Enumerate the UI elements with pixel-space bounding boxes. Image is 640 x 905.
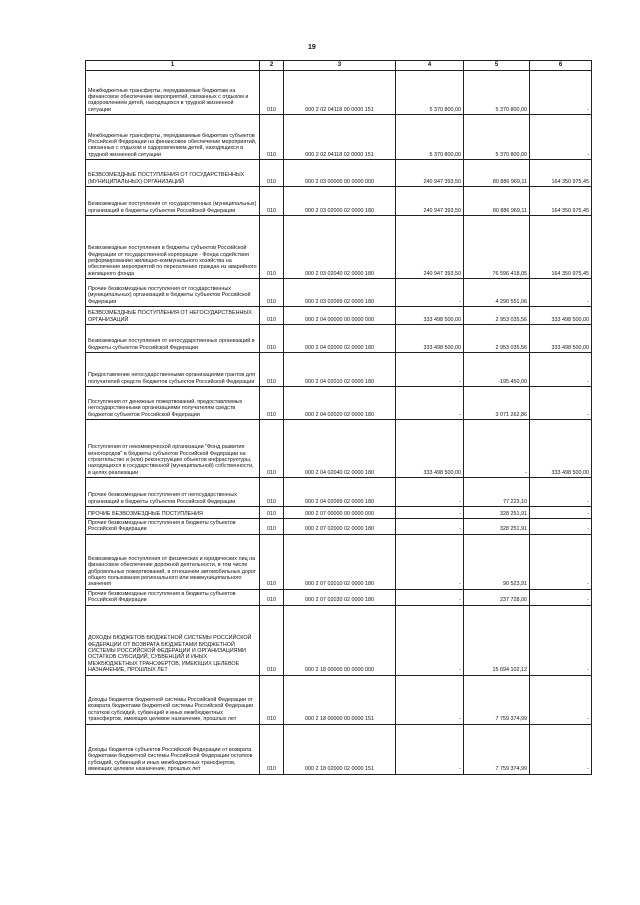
line-code: 010 — [260, 675, 284, 724]
approved-amount: - — [396, 605, 464, 675]
table-row — [86, 724, 592, 774]
executed-amount: - — [464, 420, 530, 478]
line-code: 010 — [260, 115, 284, 160]
row-name: Прочие безвозмездные поступления в бюджеты субъектов Российской Федерации — [86, 589, 260, 605]
unexecuted-amount: 333 498 500,00 — [530, 307, 592, 325]
income-code: 000 2 07 00000 00 0000 000 — [284, 507, 396, 519]
unexecuted-amount: - — [530, 605, 592, 675]
income-code: 000 2 04 02000 02 0000 180 — [284, 325, 396, 353]
line-code: 010 — [260, 519, 284, 535]
income-code: 000 2 18 02000 02 0000 151 — [284, 724, 396, 774]
table-row — [86, 675, 592, 724]
row-name: Предоставление негосударственными организациями грантов для получателей средств бюджетов субъектов Российской Федерации — [86, 353, 260, 387]
table-row — [86, 507, 592, 519]
table-row — [86, 420, 592, 478]
approved-amount: 333 498 500,00 — [396, 325, 464, 353]
unexecuted-amount: - — [530, 71, 592, 115]
executed-amount: 328 251,91 — [464, 507, 530, 519]
table-row — [86, 589, 592, 605]
approved-amount: 5 370 800,00 — [396, 115, 464, 160]
column-number-row — [86, 61, 592, 71]
executed-amount: 5 370 800,00 — [464, 115, 530, 160]
approved-amount: 333 498 500,00 — [396, 420, 464, 478]
executed-amount: 328 251,91 — [464, 519, 530, 535]
executed-amount: 7 759 374,99 — [464, 724, 530, 774]
executed-amount: 5 370 800,00 — [464, 71, 530, 115]
line-code: 010 — [260, 420, 284, 478]
line-code: 010 — [260, 534, 284, 589]
row-name: Межбюджетные трансферты, передаваемые бюджетам субъектов Российской Федерации на финансовое обеспечение мероприятий, связанных с отдыхом и оздоровлением детей, находящихся в трудной жизненной ситуации — [86, 115, 260, 160]
unexecuted-amount: 164 350 975,45 — [530, 187, 592, 216]
executed-amount: 3 071 262,86 — [464, 387, 530, 420]
line-code: 010 — [260, 724, 284, 774]
line-code: 010 — [260, 279, 284, 307]
executed-amount: 237 728,00 — [464, 589, 530, 605]
income-code: 000 2 07 02030 02 0000 180 — [284, 589, 396, 605]
table-row — [86, 187, 592, 216]
line-code: 010 — [260, 71, 284, 115]
approved-amount: - — [396, 387, 464, 420]
table-row — [86, 605, 592, 675]
unexecuted-amount: - — [530, 589, 592, 605]
income-code: 000 2 03 02000 02 0000 180 — [284, 187, 396, 216]
income-code: 000 2 07 02010 02 0000 180 — [284, 534, 396, 589]
table-row — [86, 279, 592, 307]
executed-amount: 7 759 374,99 — [464, 675, 530, 724]
line-code: 010 — [260, 478, 284, 507]
line-code: 010 — [260, 187, 284, 216]
row-name: Безвозмездные поступления от государственных (муниципальных) организаций в бюджеты субъектов Российской Федерации — [86, 187, 260, 216]
unexecuted-amount: - — [530, 724, 592, 774]
unexecuted-amount: 164 350 975,45 — [530, 216, 592, 279]
row-name: Доходы бюджетов бюджетной системы Российской Федерации от возврата бюджетами бюджетной системы Российской Федерации остатков субсидий, субвенций и иных межбюджетных трансфертов, имеющих целевое назначение, прошлых лет — [86, 675, 260, 724]
column-header: 2 — [260, 61, 284, 71]
row-name: Безвозмездные поступления в бюджеты субъектов Российской Федерации от государственной корпорации - Фонда содействия реформированию жилищно-коммунального хозяйства на обеспечение мероприятий по переселению граждан из аварийного жилищного фонда — [86, 216, 260, 279]
row-name: Прочие безвозмездные поступления от государственных (муниципальных) организаций в бюджеты субъектов Российской Федерации — [86, 279, 260, 307]
unexecuted-amount: - — [530, 279, 592, 307]
row-name: БЕЗВОЗМЕЗДНЫЕ ПОСТУПЛЕНИЯ ОТ НЕГОСУДАРСТВЕННЫХ ОРГАНИЗАЦИЙ — [86, 307, 260, 325]
table-row — [86, 160, 592, 187]
approved-amount: - — [396, 589, 464, 605]
approved-amount: 333 498 500,00 — [396, 307, 464, 325]
revenue-table — [85, 60, 592, 775]
unexecuted-amount: - — [530, 507, 592, 519]
executed-amount: 90 523,91 — [464, 534, 530, 589]
row-name: Поступления от некоммерческой организации "Фонд развития моногородов" в бюджеты субъектов Российской Федерации на строительство и (или) реконструкцию объектов инфраструктуры, находящихся в государственной (муниципальной) собственности, в целях реализации — [86, 420, 260, 478]
row-name: ПРОЧИЕ БЕЗВОЗМЕЗДНЫЕ ПОСТУПЛЕНИЯ — [86, 507, 260, 519]
income-code: 000 2 02 04118 00 0000 151 — [284, 71, 396, 115]
executed-amount: 80 886 969,11 — [464, 187, 530, 216]
table-row — [86, 115, 592, 160]
executed-amount: 76 596 418,05 — [464, 216, 530, 279]
row-name: Безвозмездные поступления от негосударственных организаций в бюджеты субъектов Российской Федерации — [86, 325, 260, 353]
unexecuted-amount: 333 498 500,00 — [530, 420, 592, 478]
line-code: 010 — [260, 160, 284, 187]
income-code: 000 2 18 00000 00 0000 151 — [284, 675, 396, 724]
income-code: 000 2 07 02000 02 0000 180 — [284, 519, 396, 535]
approved-amount: - — [396, 675, 464, 724]
executed-amount: 80 886 969,11 — [464, 160, 530, 187]
income-code: 000 2 03 02040 02 0000 180 — [284, 216, 396, 279]
income-code: 000 2 02 04118 02 0000 151 — [284, 115, 396, 160]
table-row — [86, 478, 592, 507]
unexecuted-amount: - — [530, 519, 592, 535]
approved-amount: - — [396, 534, 464, 589]
row-name: Межбюджетные трансферты, передаваемые бюджетам на финансовое обеспечение мероприятий, связанных с отдыхом и оздоровлением детей, находящихся в трудной жизненной ситуации — [86, 71, 260, 115]
table-row — [86, 325, 592, 353]
table-row — [86, 534, 592, 589]
line-code: 010 — [260, 353, 284, 387]
income-code: 000 2 04 02040 02 0000 180 — [284, 420, 396, 478]
executed-amount: 77 223,10 — [464, 478, 530, 507]
row-name: Безвозмездные поступления от физических и юридических лиц на финансовое обеспечение дорожной деятельности, в том числе добровольных пожертвований, в отношении автомобильных дорог общего пользования регионального или межмуниципального значения — [86, 534, 260, 589]
executed-amount: -195 450,00 — [464, 353, 530, 387]
approved-amount: 240 947 393,50 — [396, 160, 464, 187]
row-name: Доходы бюджетов субъектов Российской Федерации от возврата бюджетами бюджетной системы Российской Федерации остатков субсидий, субвенций и иных межбюджетных трансфертов, имеющих целевое назначение, прошлых лет — [86, 724, 260, 774]
approved-amount: 240 947 393,50 — [396, 216, 464, 279]
approved-amount: - — [396, 519, 464, 535]
table-row — [86, 353, 592, 387]
income-code: 000 2 04 02020 02 0000 180 — [284, 387, 396, 420]
unexecuted-amount: - — [530, 478, 592, 507]
approved-amount: - — [396, 478, 464, 507]
unexecuted-amount: - — [530, 353, 592, 387]
approved-amount: - — [396, 279, 464, 307]
table-row — [86, 71, 592, 115]
approved-amount: 240 947 393,50 — [396, 187, 464, 216]
column-header: 3 — [284, 61, 396, 71]
unexecuted-amount: - — [530, 534, 592, 589]
income-code: 000 2 04 02099 02 0000 180 — [284, 478, 396, 507]
unexecuted-amount: 333 498 500,00 — [530, 325, 592, 353]
income-code: 000 2 04 02010 02 0000 180 — [284, 353, 396, 387]
income-code: 000 2 03 02099 02 0000 180 — [284, 279, 396, 307]
unexecuted-amount: - — [530, 675, 592, 724]
approved-amount: - — [396, 507, 464, 519]
unexecuted-amount: - — [530, 115, 592, 160]
column-header: 1 — [86, 61, 260, 71]
line-code: 010 — [260, 325, 284, 353]
row-name: БЕЗВОЗМЕЗДНЫЕ ПОСТУПЛЕНИЯ ОТ ГОСУДАРСТВЕННЫХ (МУНИЦИПАЛЬНЫХ) ОРГАНИЗАЦИЙ — [86, 160, 260, 187]
row-name: Поступления от денежных пожертвований, предоставляемых негосударственными организациями получателям средств бюджетов субъектов Российской Федерации — [86, 387, 260, 420]
table-row — [86, 307, 592, 325]
line-code: 010 — [260, 307, 284, 325]
executed-amount: 15 694 102,12 — [464, 605, 530, 675]
line-code: 010 — [260, 216, 284, 279]
income-code: 000 2 18 00000 00 0000 000 — [284, 605, 396, 675]
line-code: 010 — [260, 507, 284, 519]
column-header: 5 — [464, 61, 530, 71]
executed-amount: 2 953 035,56 — [464, 307, 530, 325]
unexecuted-amount: 164 350 975,45 — [530, 160, 592, 187]
row-name: Прочие безвозмездные поступления от негосударственных организаций в бюджеты субъектов Российской Федерации — [86, 478, 260, 507]
line-code: 010 — [260, 387, 284, 420]
unexecuted-amount: - — [530, 387, 592, 420]
table-row — [86, 387, 592, 420]
table-row — [86, 216, 592, 279]
table-row — [86, 519, 592, 535]
executed-amount: 2 953 035,56 — [464, 325, 530, 353]
line-code: 010 — [260, 605, 284, 675]
approved-amount: - — [396, 724, 464, 774]
row-name: Прочие безвозмездные поступления в бюджеты субъектов Российской Федерации — [86, 519, 260, 535]
approved-amount: - — [396, 353, 464, 387]
row-name: ДОХОДЫ БЮДЖЕТОВ БЮДЖЕТНОЙ СИСТЕМЫ РОССИЙСКОЙ ФЕДЕРАЦИИ ОТ ВОЗВРАТА БЮДЖЕТАМИ БЮДЖЕТНОЙ СИСТЕМЫ РОССИЙСКОЙ ФЕДЕРАЦИИ И ОРГАНИЗАЦИЯМИ ОСТАТКОВ СУБСИДИЙ, СУБВЕНЦИЙ И ИНЫХ МЕЖБЮДЖЕТНЫХ ТРАНСФЕРТОВ, ИМЕЮЩИХ ЦЕЛЕВОЕ НАЗНАЧЕНИЕ, ПРОШЛЫХ ЛЕТ — [86, 605, 260, 675]
line-code: 010 — [260, 589, 284, 605]
column-header: 4 — [396, 61, 464, 71]
column-header: 6 — [530, 61, 592, 71]
approved-amount: 5 370 800,00 — [396, 71, 464, 115]
income-code: 000 2 04 00000 00 0000 000 — [284, 307, 396, 325]
income-code: 000 2 03 00000 00 0000 000 — [284, 160, 396, 187]
executed-amount: 4 290 551,06 — [464, 279, 530, 307]
page-number: 19 — [308, 44, 316, 51]
